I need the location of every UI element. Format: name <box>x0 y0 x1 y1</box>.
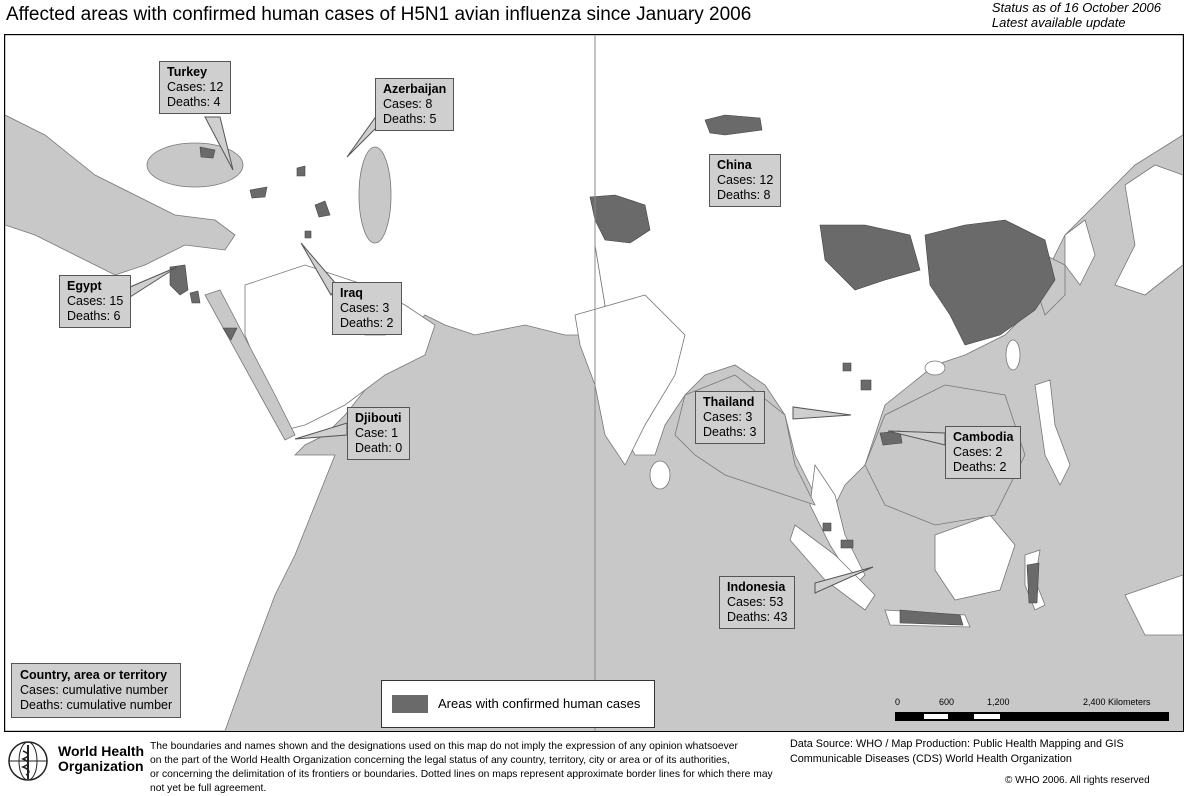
callout-iraq-name: Iraq <box>340 286 363 300</box>
legend-title: Country, area or territory <box>20 668 168 682</box>
affected-egypt-sinai <box>190 291 200 303</box>
scale-tick-0: 0 <box>895 697 901 707</box>
land-japan <box>1115 165 1183 295</box>
affected-java <box>900 610 963 625</box>
callout-turkey-cases: Cases: 12 <box>167 80 224 94</box>
land-layer <box>5 35 1183 731</box>
scale-tick-2400: 2,400 Kilometers <box>1083 697 1151 707</box>
land-philippines <box>1035 380 1070 485</box>
callout-indonesia-name: Indonesia <box>727 580 786 594</box>
copyright: © WHO 2006. All rights reserved <box>1005 775 1150 786</box>
who-line2: Organization <box>58 758 144 774</box>
callout-turkey <box>159 61 231 114</box>
callout-djibouti-name: Djibouti <box>355 411 402 425</box>
callout-thailand-cases: Cases: 3 <box>703 410 753 424</box>
scale-bar-graphic <box>895 712 1169 721</box>
map-svg <box>5 35 1183 731</box>
affected-sumatra <box>823 523 831 531</box>
callout-cambodia-name: Cambodia <box>953 430 1014 444</box>
land-taiwan <box>1006 340 1020 370</box>
disclaimer-line1: The boundaries and names shown and the designations used on this map do not imply the expression of any opinion whatsoever <box>150 741 738 752</box>
callout-azerbaijan-deaths: Deaths: 5 <box>383 112 437 126</box>
legend-affected-label: Areas with confirmed human cases <box>438 696 641 711</box>
callout-azerbaijan <box>375 78 454 131</box>
data-source <box>790 737 1124 767</box>
affected-sulawesi <box>1027 563 1039 603</box>
affected-sumatra-s <box>841 540 853 548</box>
status-note <box>992 0 1161 30</box>
scale-bar <box>895 697 1167 727</box>
callout-djibouti-deaths: Death: 0 <box>355 441 403 455</box>
callout-turkey-name: Turkey <box>167 65 208 79</box>
callout-cambodia-deaths: Deaths: 2 <box>953 460 1007 474</box>
scale-tick-600: 600 <box>939 697 955 707</box>
affected-iraq-south <box>305 231 311 238</box>
map-title: Affected areas with confirmed human cases of H5N1 avian influenza since January 2006 <box>6 4 752 25</box>
callout-thailand-name: Thailand <box>703 395 755 409</box>
affected-azerbaijan <box>297 166 305 176</box>
callout-cambodia-cases: Cases: 2 <box>953 445 1003 459</box>
legend-country-key <box>11 663 181 718</box>
callout-egypt-name: Egypt <box>67 279 102 293</box>
callout-azerbaijan-cases: Cases: 8 <box>383 97 433 111</box>
legend-deaths: Deaths: cumulative number <box>20 698 173 712</box>
land-newguinea <box>1125 575 1183 635</box>
callout-indonesia-cases: Cases: 53 <box>727 595 784 609</box>
scale-tick-1200: 1,200 <box>987 697 1010 707</box>
sea-black <box>147 143 243 187</box>
callout-egypt-deaths: Deaths: 6 <box>67 309 121 323</box>
callout-iraq <box>332 282 402 335</box>
callout-china-cases: Cases: 12 <box>717 173 774 187</box>
status-date: Status as of 16 October 2006 <box>991 0 1161 15</box>
disclaimer <box>150 740 782 796</box>
callout-turkey-deaths: Deaths: 4 <box>167 95 221 109</box>
legend-cases: Cases: cumulative number <box>20 683 168 697</box>
callout-thailand-deaths: Deaths: 3 <box>703 425 757 439</box>
who-line1: World Health <box>58 743 145 759</box>
callout-djibouti-cases: Case: 1 <box>355 426 399 440</box>
callout-china-name: China <box>717 158 752 172</box>
legend-affected-areas <box>381 680 655 728</box>
disclaimer-line3: or concerning the delimitation of its frontiers or boundaries. Dotted lines on maps represent approximate border lines for which there may not yet be full agreement. <box>150 769 773 794</box>
callout-thailand <box>695 391 765 444</box>
callout-china <box>709 154 781 207</box>
who-wordmark <box>58 744 144 774</box>
data-source-line2: Communicable Diseases (CDS) World Health Organization <box>790 753 1072 765</box>
data-source-line1: Data Source: WHO / Map Production: Public Health Mapping and GIS <box>790 738 1124 750</box>
callout-egypt <box>59 275 131 328</box>
land-india <box>575 295 685 465</box>
land-borneo <box>935 515 1015 600</box>
status-update: Latest available update <box>991 15 1126 30</box>
callout-china-deaths: Deaths: 8 <box>717 188 771 202</box>
sea-caspian <box>359 147 391 243</box>
callout-indonesia-deaths: Deaths: 43 <box>727 610 788 624</box>
affected-thailand-central <box>861 380 871 390</box>
callout-indonesia <box>719 576 795 629</box>
callout-cambodia <box>945 426 1021 479</box>
legend-affected-swatch <box>392 695 428 713</box>
callout-azerbaijan-name: Azerbaijan <box>383 82 447 96</box>
affected-thailand-north <box>843 363 851 371</box>
land-srilanka <box>650 461 670 489</box>
land-hainan <box>925 361 945 375</box>
callout-egypt-cases: Cases: 15 <box>67 294 124 308</box>
map-canvas[interactable] <box>4 34 1184 732</box>
callout-iraq-cases: Cases: 3 <box>340 301 390 315</box>
disclaimer-line2: on the part of the World Health Organization concerning the legal status of any country, territory, city or area or of its authorities, <box>150 755 730 766</box>
who-emblem-icon <box>6 739 56 783</box>
callout-djibouti <box>347 407 410 460</box>
callout-iraq-deaths: Deaths: 2 <box>340 316 394 330</box>
